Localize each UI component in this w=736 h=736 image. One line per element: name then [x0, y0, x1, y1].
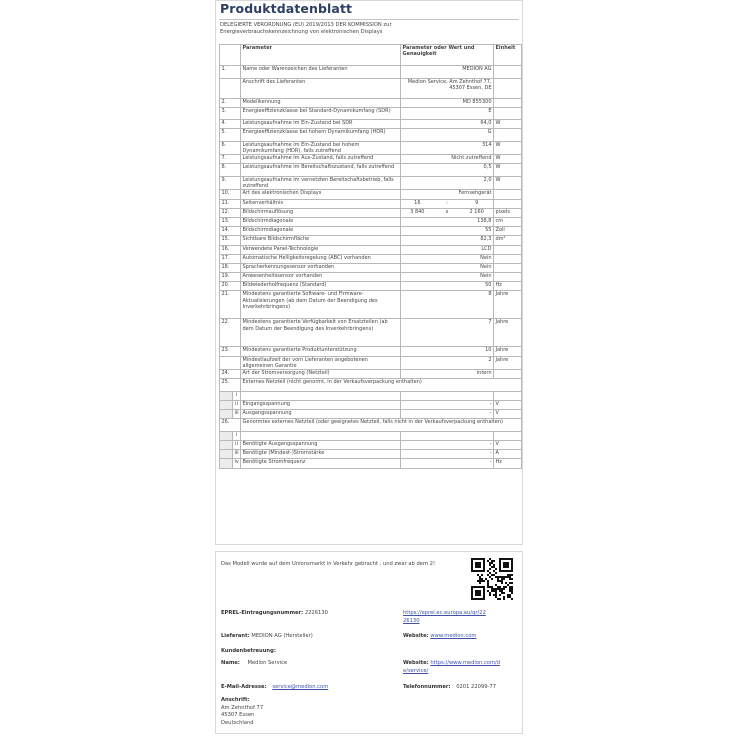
row-parameter: Externes Netzteil (nicht genormt, in der Verkaufsverpackung enthalten): [241, 379, 522, 392]
table-row: [220, 319, 522, 347]
header-value: Parameter oder Wert und Genauigkeit: [401, 45, 494, 66]
row-value: Nein: [401, 254, 494, 263]
table-row: [220, 282, 522, 291]
row-number: 15.: [220, 236, 241, 245]
eprel-info-card: [215, 551, 523, 734]
row-roman: iii: [233, 410, 241, 419]
row-unit: [494, 199, 522, 208]
row-parameter: Leistungsaufnahme im Ein-Zustand bei SDR: [241, 120, 401, 129]
eprel-link-line-2[interactable]: 26130: [403, 617, 420, 624]
row-spacer: [220, 450, 233, 459]
supplier-info: [221, 633, 313, 639]
table-row: [220, 107, 522, 120]
row-parameter: Leistungsaufnahme im vernetzten Bereitschaftsbetrieb, falls zutreffend: [241, 176, 401, 189]
row-unit: Jahre: [494, 356, 522, 369]
product-data-sheet: [215, 0, 523, 545]
row-roman: i: [233, 431, 241, 440]
row-number: 12.: [220, 208, 241, 217]
table-row: [220, 98, 522, 107]
row-parameter: Ausgangsspannung: [241, 410, 401, 419]
row-parameter: Energieeffizienzklasse bei hohem Dynamikumfang (HDR): [241, 129, 401, 142]
row-parameter: Bildwiederholfrequenz (Standard): [241, 282, 401, 291]
row-unit: pixels: [494, 208, 522, 217]
row-unit: [494, 263, 522, 272]
table-row: [220, 227, 522, 236]
customer-care-label: Kundenbetreuung:: [221, 648, 276, 654]
row-parameter: [241, 391, 401, 400]
table-subrow: [220, 410, 522, 419]
row-value-part: x: [445, 208, 449, 215]
row-value: [401, 431, 494, 440]
row-value: MEDION AG: [401, 66, 494, 79]
row-number: 17.: [220, 254, 241, 263]
supplier-website: [403, 633, 476, 639]
row-number: 13.: [220, 217, 241, 226]
parameter-table: [219, 44, 522, 469]
row-unit: W: [494, 176, 522, 189]
row-value: 50: [401, 282, 494, 291]
row-unit: [494, 107, 522, 120]
row-number: 20.: [220, 282, 241, 291]
table-row: [220, 245, 522, 254]
row-value: -: [401, 450, 494, 459]
row-spacer: [220, 431, 233, 440]
table-row: [220, 356, 522, 369]
table-subrow: [220, 450, 522, 459]
table-row: [220, 419, 522, 432]
row-number: [220, 356, 241, 369]
service-link-line-2[interactable]: e/service/: [403, 667, 429, 674]
table-row: [220, 78, 522, 98]
row-number: 5.: [220, 129, 241, 142]
row-value: [401, 391, 494, 400]
table-row: [220, 370, 522, 379]
row-value: -: [401, 440, 494, 449]
table-row: [220, 66, 522, 79]
supplier-value: MEDION AG (Hersteller): [251, 633, 313, 639]
email-link[interactable]: service@medion.com: [272, 684, 329, 690]
row-value: Nicht zutreffend: [401, 155, 494, 164]
row-value-part: 16: [414, 199, 421, 206]
table-subrow: [220, 400, 522, 409]
table-row: [220, 176, 522, 189]
row-spacer: [220, 400, 233, 409]
row-unit: [494, 245, 522, 254]
row-number: 14.: [220, 227, 241, 236]
eprel-value: 2226130: [304, 610, 328, 616]
table-row: [220, 120, 522, 129]
table-row: [220, 155, 522, 164]
row-value: MD 855300: [401, 98, 494, 107]
row-number: 19.: [220, 273, 241, 282]
row-parameter: Anwesenheitssensor vorhanden: [241, 273, 401, 282]
row-spacer: [220, 440, 233, 449]
row-value: 2: [401, 356, 494, 369]
table-row: [220, 273, 522, 282]
subtitle-line-1: DELEGIERTE VERORDNUNG (EU) 2019/2013 DER KOMMISSION zur: [220, 22, 392, 28]
row-parameter: Spracherkennungssensor vorhanden: [241, 263, 401, 272]
row-parameter: Mindestens garantierte Produktunterstützung: [241, 347, 401, 356]
row-number: 1.: [220, 66, 241, 79]
row-unit: Hz: [494, 459, 522, 468]
table-subrow: [220, 431, 522, 440]
row-unit: [494, 370, 522, 379]
table-row: [220, 199, 522, 208]
eprel-label: EPREL-Eintragungsnummer:: [221, 610, 304, 616]
row-number: 6.: [220, 141, 241, 154]
row-unit: W: [494, 155, 522, 164]
qr-code-icon[interactable]: [471, 558, 513, 600]
row-roman: ii: [233, 400, 241, 409]
row-value: G: [401, 129, 494, 142]
row-parameter: Leistungsaufnahme im Ein-Zustand bei hohem Dynamikumfang (HDR), falls zutreffend: [241, 141, 401, 154]
row-parameter: Bildschirmauflösung: [241, 208, 401, 217]
row-unit: [494, 129, 522, 142]
row-unit: [494, 254, 522, 263]
row-number: 4.: [220, 120, 241, 129]
header-unit: Einheit: [494, 45, 522, 66]
regulation-subtitle: [220, 22, 518, 36]
row-parameter: Sichtbare Bildschirmfläche: [241, 236, 401, 245]
row-parameter: Anschrift des Lieferanten: [241, 78, 401, 98]
phone-label: Telefonnummer:: [403, 684, 451, 690]
row-parameter: Modellkennung: [241, 98, 401, 107]
service-name: [221, 660, 287, 666]
row-parameter: Verwendete Panel-Technologie: [241, 245, 401, 254]
header-parameter: Parameter: [241, 45, 401, 66]
row-parameter: Eingangsspannung: [241, 400, 401, 409]
row-value: Nein: [401, 263, 494, 272]
row-value: -: [401, 459, 494, 468]
row-number: 21.: [220, 291, 241, 319]
website-link[interactable]: www.medion.com: [430, 633, 477, 639]
table-row: [220, 190, 522, 199]
row-parameter: Energieeffizienzklasse bei Standard-Dynamikumfang (SDR): [241, 107, 401, 120]
row-unit: V: [494, 440, 522, 449]
row-unit: [494, 431, 522, 440]
table-header-row: [220, 45, 522, 66]
row-parameter: Leistungsaufnahme im Aus-Zustand, falls zutreffend: [241, 155, 401, 164]
row-unit: [494, 190, 522, 199]
row-unit: Jahre: [494, 291, 522, 319]
row-number: 22.: [220, 319, 241, 347]
row-unit: Hz: [494, 282, 522, 291]
row-number: 2.: [220, 98, 241, 107]
phone-value: 0201 22099-77: [456, 684, 497, 690]
row-number: 10.: [220, 190, 241, 199]
supplier-label: Lieferant:: [221, 633, 250, 639]
row-roman: ii: [233, 440, 241, 449]
table-row: [220, 347, 522, 356]
market-placement-text: Das Modell wurde auf dem Unionsmarkt in Verkehr gebracht , und zwar ab dem 2!: [221, 561, 436, 567]
address-label: Anschrift:: [221, 697, 250, 703]
row-unit: [494, 78, 522, 98]
row-parameter: Bildschirmdiagonale: [241, 227, 401, 236]
table-row: [220, 379, 522, 392]
sheet-title: Produktdatenblatt: [220, 1, 353, 16]
row-spacer: [220, 391, 233, 400]
row-value-part: :: [446, 199, 448, 206]
row-number: 18.: [220, 263, 241, 272]
row-spacer: [220, 459, 233, 468]
service-website: [403, 660, 500, 675]
row-parameter: [241, 431, 401, 440]
row-value: 55: [401, 227, 494, 236]
row-value: intern: [401, 370, 494, 379]
table-subrow: [220, 459, 522, 468]
row-spacer: [220, 410, 233, 419]
row-value-part: 2 160: [469, 208, 484, 215]
row-parameter: Benötigte Stromfrequenz: [241, 459, 401, 468]
row-parameter: Bildschirmdiagonale: [241, 217, 401, 226]
row-value: 82,3: [401, 236, 494, 245]
website2-label: Website:: [403, 660, 429, 666]
row-unit: Jahre: [494, 319, 522, 347]
row-number: 23.: [220, 347, 241, 356]
row-parameter: Mindestens garantierte Verfügbarkeit von Ersatzteilen (ab dem Datum der Beendigung des Inverkehrbringens): [241, 319, 401, 347]
row-unit: A: [494, 450, 522, 459]
row-unit: [494, 391, 522, 400]
email-label: E-Mail-Adresse:: [221, 684, 267, 690]
row-unit: cm: [494, 217, 522, 226]
row-unit: Zoll: [494, 227, 522, 236]
row-number: 25.: [220, 379, 241, 392]
row-value: LCD: [401, 245, 494, 254]
row-parameter: Benötigte (Mindest-)Stromstärke: [241, 450, 401, 459]
table-row: [220, 141, 522, 154]
row-value: 0,5: [401, 164, 494, 177]
row-value: Nein: [401, 273, 494, 282]
address-info: [221, 697, 263, 727]
row-unit: [494, 98, 522, 107]
title-divider: [219, 19, 519, 20]
address-line: Deutschland: [221, 719, 254, 726]
email-info: [221, 684, 328, 690]
customer-care-heading: [221, 648, 276, 654]
address-line: 45307 Essen: [221, 712, 255, 718]
row-number: 7.: [220, 155, 241, 164]
row-parameter: Benötigte Ausgangsspannung: [241, 440, 401, 449]
row-value: -: [401, 410, 494, 419]
table-row: [220, 164, 522, 177]
eprel-registration: [221, 610, 328, 616]
row-unit: W: [494, 164, 522, 177]
row-value: 10: [401, 347, 494, 356]
row-number: 8.: [220, 164, 241, 177]
row-unit: W: [494, 120, 522, 129]
row-number: 11.: [220, 199, 241, 208]
row-value: Fernsehgerät: [401, 190, 494, 199]
table-row: [220, 208, 522, 217]
row-unit: dm²: [494, 236, 522, 245]
row-value: -: [401, 400, 494, 409]
row-number: 9.: [220, 176, 241, 189]
row-unit: Jahre: [494, 347, 522, 356]
table-row: [220, 217, 522, 226]
row-parameter: Name oder Warenzeichen des Lieferanten: [241, 66, 401, 79]
row-number: 24.: [220, 370, 241, 379]
row-value: 8: [401, 291, 494, 319]
row-value: 64,0: [401, 120, 494, 129]
table-row: [220, 263, 522, 272]
row-parameter: Leistungsaufnahme im Bereitschaftszustand, falls zutreffend: [241, 164, 401, 177]
row-value: E: [401, 107, 494, 120]
service-link-line-1[interactable]: https://www.medion.com/d: [430, 660, 501, 666]
row-unit: V: [494, 400, 522, 409]
row-value-part: 9: [475, 199, 479, 206]
row-number: [220, 78, 241, 98]
row-parameter: Genormtes externes Netzteil (oder geeignetes Netzteil, falls nicht in der Verkaufsverpackung enthalten): [241, 419, 522, 432]
row-number: 3.: [220, 107, 241, 120]
eprel-link[interactable]: [403, 610, 486, 625]
row-parameter: Mindestens garantierte Software- und Firmware-Aktualisierungen (ab dem Datum der Beendigung des Inverkehrbringens): [241, 291, 401, 319]
row-unit: W: [494, 141, 522, 154]
table-subrow: [220, 391, 522, 400]
table-row: [220, 254, 522, 263]
row-unit: [494, 273, 522, 282]
name-value: Medion Service: [247, 660, 288, 666]
row-unit: [494, 66, 522, 79]
eprel-link-line-1[interactable]: https://eprel.ec.europa.eu/qr/22: [403, 610, 486, 616]
row-parameter: Art der Stromversorgung (Netzteil): [241, 370, 401, 379]
table-subrow: [220, 440, 522, 449]
address-line: Am Zehnthof 77: [221, 704, 264, 711]
row-roman: i: [233, 391, 241, 400]
row-parameter: Mindestlaufzeit der vom Lieferanten angebotenen allgemeinen Garantie: [241, 356, 401, 369]
phone-info: [403, 684, 496, 690]
row-value-split: [401, 199, 494, 208]
table-row: [220, 129, 522, 142]
table-row: [220, 291, 522, 319]
row-value-part: 3 840: [410, 208, 425, 215]
row-parameter: Seitenverhältnis: [241, 199, 401, 208]
row-number: 16.: [220, 245, 241, 254]
name-label: Name:: [221, 660, 240, 666]
row-value: 7: [401, 319, 494, 347]
table-row: [220, 236, 522, 245]
row-value-split: [401, 208, 494, 217]
subtitle-line-2: Energieverbrauchskennzeichnung von elektronischen Displays: [220, 29, 383, 35]
row-value: Medion Service, Am Zehnthof 77, 45307 Essen, DE: [401, 78, 494, 98]
row-roman: iv: [233, 459, 241, 468]
row-value: 2,0: [401, 176, 494, 189]
row-parameter: Art des elektronischen Displays: [241, 190, 401, 199]
website-label: Website:: [403, 633, 429, 639]
row-number: 26.: [220, 419, 241, 432]
row-value: 138,8: [401, 217, 494, 226]
row-unit: V: [494, 410, 522, 419]
row-value: 314: [401, 141, 494, 154]
row-parameter: Automatische Helligkeitsregelung (ABC) vorhanden: [241, 254, 401, 263]
row-roman: iii: [233, 450, 241, 459]
